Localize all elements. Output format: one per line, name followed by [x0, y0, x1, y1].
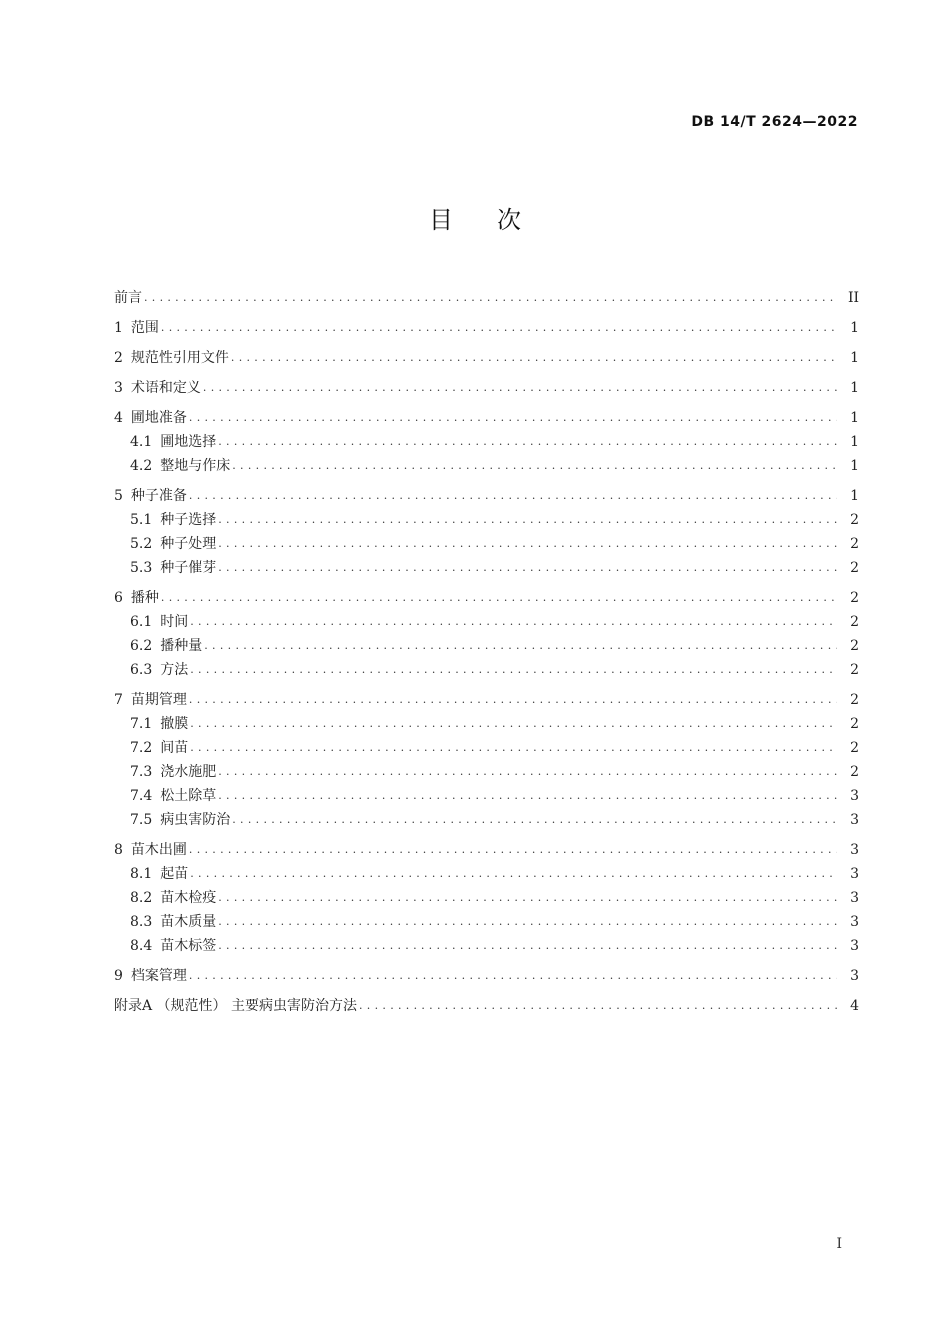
toc-entry-label — [130, 760, 218, 784]
toc-entry-label — [114, 586, 161, 610]
toc-subentry[interactable] — [114, 934, 859, 958]
toc-entry-number: 6.2 — [130, 638, 153, 654]
toc-subentry[interactable] — [114, 736, 859, 760]
toc-entry-number: 1 — [114, 320, 123, 336]
toc-entry-text: 苗木质量 — [160, 914, 217, 930]
toc-entry-number: 4 — [114, 410, 123, 426]
toc-entry-number: 7.3 — [130, 764, 153, 780]
toc-subentry[interactable] — [114, 784, 859, 808]
toc-page-number: 3 — [850, 914, 859, 930]
toc-entry-label — [114, 346, 231, 370]
toc-subentry[interactable] — [114, 556, 859, 580]
toc-page-number: 3 — [850, 812, 859, 828]
toc-entry-number: 4.2 — [130, 458, 153, 474]
toc-entry-number: 8.2 — [130, 890, 153, 906]
toc-entry-text: 种子准备 — [130, 488, 187, 504]
toc-entry-text: 时间 — [160, 614, 189, 630]
toc-subentry[interactable] — [114, 862, 859, 886]
toc-entry-number: 8 — [114, 842, 123, 858]
toc-leader-dots — [231, 346, 837, 370]
toc-leader-dots — [218, 430, 837, 454]
toc-page-number: 2 — [850, 764, 859, 780]
toc-entry-label — [130, 910, 218, 934]
toc-entry-number: 7 — [114, 692, 123, 708]
toc-entry-text: 播种量 — [160, 638, 203, 654]
toc-entry-number: 8.4 — [130, 938, 153, 954]
toc-entry-text: 圃地选择 — [160, 434, 217, 450]
toc-page-number: 4 — [850, 998, 859, 1014]
toc-entry-label — [114, 376, 203, 400]
table-of-contents — [114, 286, 859, 1018]
toc-leader-dots — [190, 658, 837, 682]
toc-subentry[interactable] — [114, 430, 859, 454]
toc-leader-dots — [218, 934, 837, 958]
toc-entry-label — [114, 406, 189, 430]
toc-entry[interactable] — [114, 484, 859, 508]
toc-entry-number: 7.5 — [130, 812, 153, 828]
toc-entry-label — [130, 736, 190, 760]
toc-page-number: 3 — [850, 788, 859, 804]
toc-entry[interactable] — [114, 964, 859, 988]
toc-entry-text: 方法 — [160, 662, 189, 678]
toc-entry-text: 苗木标签 — [160, 938, 217, 954]
toc-page-number: 1 — [850, 350, 859, 366]
toc-leader-dots — [190, 610, 837, 634]
toc-entry-label — [130, 532, 218, 556]
toc-entry-text: 播种 — [130, 590, 159, 606]
toc-entry-label — [130, 658, 190, 682]
toc-entry-text: 范围 — [130, 320, 159, 336]
toc-leader-dots — [218, 784, 837, 808]
toc-entry-number: 6.3 — [130, 662, 153, 678]
toc-page-number: 2 — [850, 512, 859, 528]
toc-page-number: 2 — [850, 590, 859, 606]
toc-page-number: 1 — [850, 410, 859, 426]
toc-entry-label — [130, 634, 204, 658]
toc-subentry[interactable] — [114, 634, 859, 658]
toc-subentry[interactable] — [114, 610, 859, 634]
toc-page-number: 2 — [850, 614, 859, 630]
toc-page-number: 1 — [850, 434, 859, 450]
toc-entry-text: 间苗 — [160, 740, 189, 756]
document-code: DB 14/T 2624—2022 — [691, 114, 858, 130]
toc-entry-label — [130, 712, 190, 736]
toc-entry-label — [114, 316, 161, 340]
title-char-2: 次 — [497, 206, 521, 234]
toc-entry-text: 整地与作床 — [160, 458, 231, 474]
toc-entry-label — [114, 286, 144, 310]
toc-leader-dots — [359, 994, 837, 1018]
toc-page-number: 3 — [850, 866, 859, 882]
toc-subentry[interactable] — [114, 658, 859, 682]
toc-leader-dots — [189, 688, 837, 712]
toc-entry-number: 6.1 — [130, 614, 153, 630]
toc-leader-dots — [190, 736, 837, 760]
toc-entry-label — [130, 784, 218, 808]
toc-entry-number: 4.1 — [130, 434, 153, 450]
toc-leader-dots — [232, 808, 837, 832]
toc-entry-label — [130, 430, 218, 454]
toc-entry[interactable] — [114, 346, 859, 370]
toc-entry-text: 规范性引用文件 — [130, 350, 229, 366]
toc-leader-dots — [204, 634, 837, 658]
toc-leader-dots — [144, 286, 837, 310]
page-number: I — [836, 1236, 842, 1252]
toc-entry-number: 9 — [114, 968, 123, 984]
toc-entry-text: 种子催芽 — [160, 560, 217, 576]
toc-leader-dots — [218, 532, 837, 556]
toc-entry[interactable] — [114, 316, 859, 340]
toc-entry[interactable] — [114, 838, 859, 862]
toc-entry-text: 术语和定义 — [130, 380, 201, 396]
toc-leader-dots — [189, 406, 837, 430]
toc-entry-number: 7.2 — [130, 740, 153, 756]
toc-entry-label — [130, 886, 218, 910]
toc-entry-number: 7.1 — [130, 716, 153, 732]
toc-entry-text: 苗木出圃 — [130, 842, 187, 858]
toc-page-number: 1 — [850, 458, 859, 474]
toc-subentry[interactable] — [114, 886, 859, 910]
toc-subentry[interactable] — [114, 508, 859, 532]
toc-page-number: 2 — [850, 716, 859, 732]
toc-entry[interactable] — [114, 994, 859, 1018]
toc-leader-dots — [218, 760, 837, 784]
toc-entry-label — [130, 610, 190, 634]
toc-entry-text: 病虫害防治 — [160, 812, 231, 828]
toc-entry[interactable] — [114, 406, 859, 430]
toc-entry-number: 8.3 — [130, 914, 153, 930]
toc-leader-dots — [218, 556, 837, 580]
toc-entry-label — [114, 484, 189, 508]
toc-entry-number: 5 — [114, 488, 123, 504]
toc-page-number: II — [847, 290, 859, 306]
toc-entry-label — [130, 862, 190, 886]
toc-leader-dots — [161, 586, 837, 610]
toc-page-number: 1 — [850, 380, 859, 396]
toc-entry-text: 浇水施肥 — [160, 764, 217, 780]
toc-page-number: 2 — [850, 662, 859, 678]
toc-entry-label — [114, 964, 189, 988]
toc-entry[interactable] — [114, 376, 859, 400]
toc-subentry[interactable] — [114, 760, 859, 784]
toc-page-number: 2 — [850, 638, 859, 654]
title-char-1: 目 — [429, 206, 453, 234]
toc-entry-text: 起苗 — [160, 866, 189, 882]
toc-entry-number: 3 — [114, 380, 123, 396]
toc-page-number: 2 — [850, 692, 859, 708]
toc-entry-number: 5.2 — [130, 536, 153, 552]
toc-entry-text: 苗木检疫 — [160, 890, 217, 906]
toc-leader-dots — [189, 964, 837, 988]
toc-leader-dots — [218, 910, 837, 934]
toc-leader-dots — [190, 712, 837, 736]
toc-page-number: 3 — [850, 890, 859, 906]
toc-page-number: 1 — [850, 320, 859, 336]
toc-entry[interactable] — [114, 688, 859, 712]
toc-page-number: 3 — [850, 938, 859, 954]
toc-entry-label — [130, 934, 218, 958]
toc-entry-number: 5.3 — [130, 560, 153, 576]
toc-subentry[interactable] — [114, 454, 859, 478]
toc-page-number: 3 — [850, 968, 859, 984]
toc-entry[interactable] — [114, 586, 859, 610]
toc-entry-text: 撤膜 — [160, 716, 189, 732]
toc-leader-dots — [203, 376, 837, 400]
toc-subentry[interactable] — [114, 910, 859, 934]
toc-entry-label — [130, 454, 232, 478]
toc-entry-label — [130, 556, 218, 580]
toc-entry-number: 7.4 — [130, 788, 153, 804]
toc-subentry[interactable] — [114, 532, 859, 556]
toc-entry-label — [130, 508, 218, 532]
toc-page-number: 1 — [850, 488, 859, 504]
toc-page-number: 2 — [850, 560, 859, 576]
toc-entry-number: 6 — [114, 590, 123, 606]
toc-leader-dots — [189, 484, 837, 508]
toc-entry-label — [114, 838, 189, 862]
toc-subentry[interactable] — [114, 712, 859, 736]
toc-page-number: 2 — [850, 536, 859, 552]
toc-entry-number: 5.1 — [130, 512, 153, 528]
toc-entry-label — [114, 688, 189, 712]
toc-leader-dots — [218, 508, 837, 532]
toc-leader-dots — [189, 838, 837, 862]
toc-leader-dots — [218, 886, 837, 910]
toc-entry[interactable] — [114, 286, 859, 310]
toc-entry-label — [114, 994, 359, 1018]
toc-entry-text: 附录A （规范性） 主要病虫害防治方法 — [114, 998, 358, 1014]
toc-entry-text: 苗期管理 — [130, 692, 187, 708]
toc-leader-dots — [232, 454, 837, 478]
toc-entry-number: 2 — [114, 350, 123, 366]
toc-page-number: 2 — [850, 740, 859, 756]
toc-subentry[interactable] — [114, 808, 859, 832]
toc-entry-number: 8.1 — [130, 866, 153, 882]
toc-entry-text: 种子选择 — [160, 512, 217, 528]
toc-entry-label — [130, 808, 232, 832]
toc-leader-dots — [161, 316, 837, 340]
toc-page-number: 3 — [850, 842, 859, 858]
toc-leader-dots — [190, 862, 837, 886]
toc-entry-text: 种子处理 — [160, 536, 217, 552]
toc-entry-text: 圃地准备 — [130, 410, 187, 426]
toc-entry-text: 前言 — [114, 290, 142, 306]
toc-entry-text: 松土除草 — [160, 788, 217, 804]
toc-entry-text: 档案管理 — [130, 968, 187, 984]
page-title — [0, 200, 950, 235]
